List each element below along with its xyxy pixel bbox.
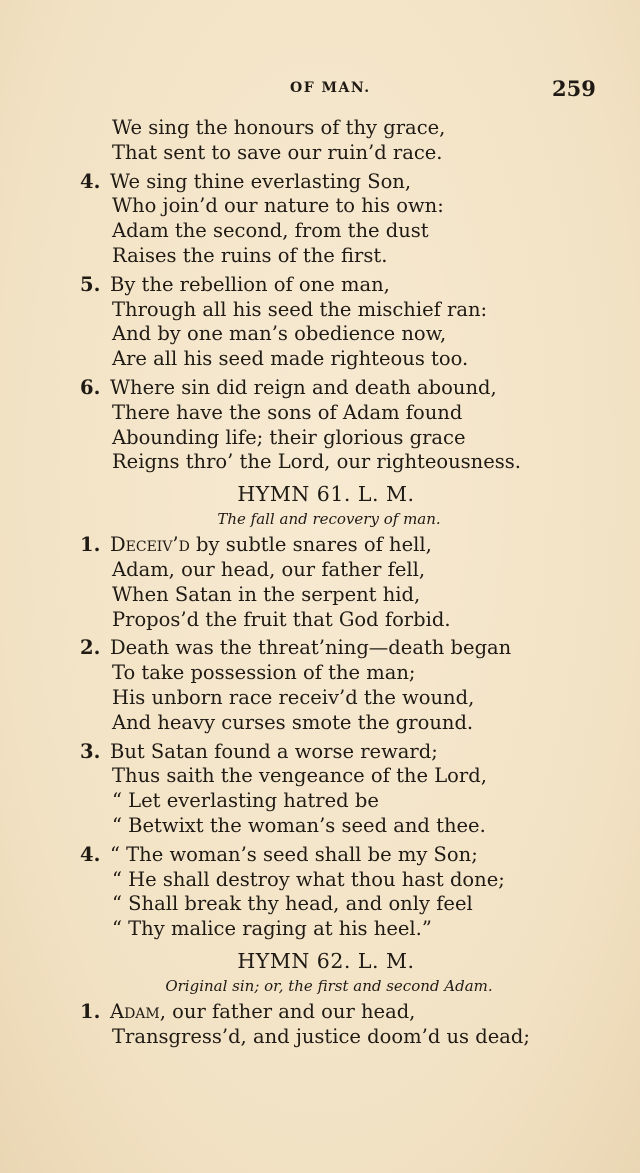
initial-word: Adam [110,999,160,1023]
verse-line: By the rebellion of one man, [110,272,390,296]
stanza-number: 1. [80,999,101,1023]
stanza [80,740,550,839]
verse-line: To take possession of the man; [112,661,416,685]
verse-line: Adam, our head, our father fell, [112,557,426,581]
hymn-heading: HYMN 61. L. M. [237,482,415,507]
stanza-number: 2. [80,636,101,660]
verse-line: When Satan in the serpent hid, [112,582,421,606]
verse-line: “ Let everlasting hatred be [112,789,379,813]
stanza-number: 4. [80,842,101,866]
verse-line: “ The woman’s seed shall be my Son; [110,842,478,866]
verse-line: Through all his seed the mischief ran: [112,297,488,321]
verse-line: Reigns thro’ the Lord, our righteousness. [112,450,521,474]
verse-line: “ Thy malice raging at his heel.” [112,917,432,941]
verse-line: And heavy curses smote the ground. [112,710,474,734]
stanza [80,533,550,632]
verse-line: Are all his seed made righteous too. [112,347,469,371]
stanza-number: 5. [80,272,101,296]
running-title: OF MAN. [290,80,371,96]
verse-line: “ Shall break thy head, and only feel [112,892,473,916]
initial-word: Deceiv’d [110,533,190,557]
verse-line: Who join’d our nature to his own: [112,194,444,218]
verse-line: We sing thine everlasting Son, [110,169,412,193]
verse-line: “ Betwixt the woman’s seed and thee. [112,813,486,837]
verse-line: Abounding life; their glorious grace [112,425,466,449]
verse-line: Raises the ruins of the first. [112,243,388,267]
verse-line: Adam the second, from the dust [112,219,429,243]
verse-line: There have the sons of Adam found [112,400,463,424]
verse-line: Transgress’d, and justice doom’d us dead; [112,1024,530,1048]
stanza-number: 4. [80,169,101,193]
verse-line: Propos’d the fruit that God forbid. [112,607,451,631]
verse-line: That sent to save our ruin’d race. [112,140,443,164]
stanza [80,170,550,269]
stanza-number: 1. [80,533,101,557]
verse-line: But Satan found a worse reward; [110,739,438,763]
stanza [80,273,550,372]
verse-line: His unborn race receiv’d the wound, [112,685,475,709]
stanza [80,843,550,942]
stanza-number: 3. [80,739,101,763]
verse-line: Thus saith the vengeance of the Lord, [112,764,487,788]
stanza-number: 6. [80,375,101,399]
verse-line: Death was the threat’ning—death began [110,636,512,660]
hymn-heading: HYMN 62. L. M. [237,948,415,973]
verse-line: We sing the honours of thy grace, [112,116,446,139]
stanza [80,376,550,475]
verse-line: And by one man’s obedience now, [112,322,447,346]
verse-line: by subtle snares of hell, [189,533,432,557]
page-text [80,116,550,1050]
hymn-subtitle: Original sin; or, the first and second Adam. [165,976,493,995]
verse-line: Where sin did reign and death abound, [110,375,497,399]
verse-line: , our father and our head, [159,999,416,1023]
page-number: 259 [552,76,596,101]
stanza [80,636,550,735]
hymn-subtitle: The fall and recovery of man. [217,510,441,529]
stanza [80,1000,550,1050]
running-header [0,78,640,102]
verse-line: “ He shall destroy what thou hast done; [112,867,505,891]
